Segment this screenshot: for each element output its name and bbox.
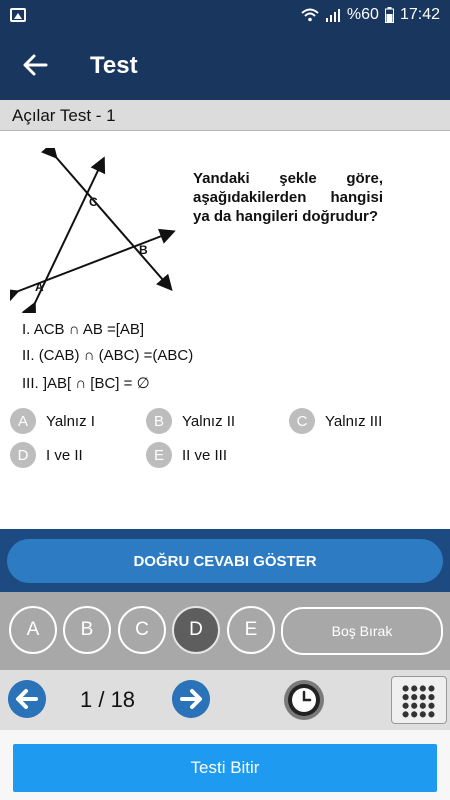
option-e[interactable]: E II ve III [146,442,227,468]
option-b[interactable]: B Yalnız II [146,408,235,434]
option-a-badge: A [10,408,36,434]
answer-d-button[interactable]: D [172,606,220,654]
answer-bar [0,592,450,670]
wifi-icon [301,8,319,22]
show-answer-button[interactable]: DOĞRU CEVABI GÖSTER [7,539,443,583]
option-c[interactable]: C Yalnız III [289,408,382,434]
option-b-badge: B [146,408,172,434]
app-bar [0,32,450,100]
option-a[interactable]: A Yalnız I [10,408,95,434]
page-title: Test [90,52,138,79]
answer-b-button[interactable]: B [63,606,111,654]
option-d-badge: D [10,442,36,468]
test-title: Açılar Test - 1 [0,100,450,131]
status-right [301,6,440,24]
question-card [0,131,450,529]
finish-area [0,730,450,800]
question-grid-icon[interactable] [391,676,447,724]
label-a: A [35,280,44,294]
previous-arrow-icon[interactable] [8,680,46,718]
next-arrow-icon[interactable] [172,680,210,718]
statement-1: I. ACB ∩ AB =[AB] [22,321,145,338]
answer-c-button[interactable]: C [118,606,166,654]
status-bar [0,0,450,32]
option-c-badge: C [289,408,315,434]
gallery-icon [10,8,26,22]
battery-percent: %60 [346,6,379,23]
signal-icon [325,8,341,22]
reveal-area [0,529,450,592]
finish-test-button[interactable]: Testi Bitir [13,744,437,792]
statement-3: III. ]AB[ ∩ [BC] = ∅ [22,375,150,392]
clock-time: 17:42 [399,6,440,23]
skip-button[interactable]: Boş Bırak [281,607,443,655]
angle-figure [10,148,180,313]
answer-e-button[interactable]: E [227,606,275,654]
label-b: B [139,243,148,257]
option-e-badge: E [146,442,172,468]
statement-2: II. (CAB) ∩ (ABC) =(ABC) [22,347,194,364]
battery-icon [385,7,394,23]
option-d[interactable]: D I ve II [10,442,83,468]
question-text: Yandaki şekle göre, aşağıdakilerden hangisi ya da hangileri doğrudur? [193,170,383,225]
answer-a-button[interactable]: A [9,606,57,654]
page-indicator: 1 / 18 [80,687,136,712]
label-c: C [89,195,98,209]
back-arrow-icon[interactable] [20,50,50,80]
navigation-bar [0,670,450,730]
timer-clock-icon[interactable] [282,678,326,722]
